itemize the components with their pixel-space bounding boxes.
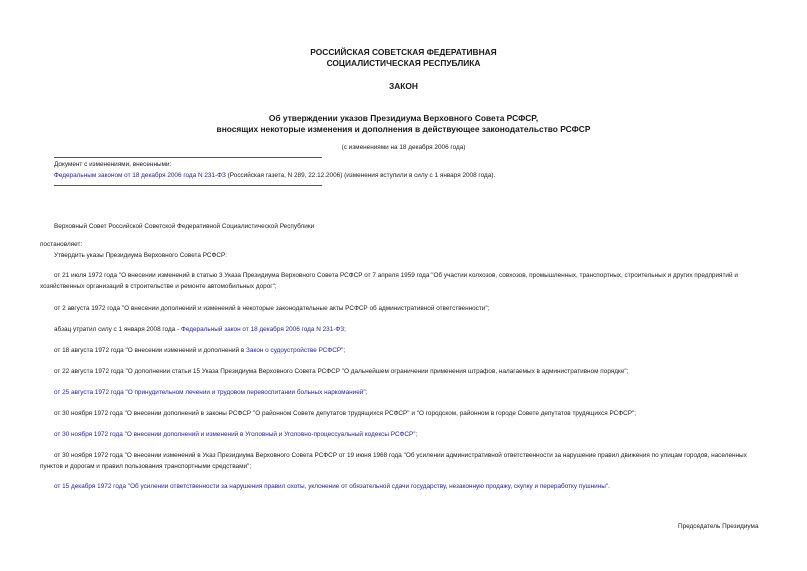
decree-item-8-link[interactable]: от 30 ноября 1972 года "О внесении дополнений и изменений в Уголовный и Уголовно-процессуальный кодексы РСФСР"; xyxy=(54,431,418,438)
document-type: ЗАКОН xyxy=(389,81,418,91)
header-republic-line2: СОЦИАЛИСТИЧЕСКАЯ РЕСПУБЛИКА xyxy=(326,58,481,68)
divider-top xyxy=(54,157,322,158)
decree-item-3-text: абзац утратил силу с 1 января 2008 года - xyxy=(54,326,181,333)
document-title-line1: Об утверждении указов Президиума Верховного Совета РСФСР, xyxy=(268,113,539,123)
changes-intro: Документ с изменениями, внесенными: xyxy=(54,161,172,168)
decree-item-4-text: от 18 августа 1972 года "О внесении изменений и дополнений в xyxy=(54,347,247,354)
header-republic-line1: РОССИЙСКАЯ СОВЕТСКАЯ ФЕДЕРАТИВНАЯ xyxy=(310,47,497,57)
approve-decrees: Утвердить указы Президиума Верховного Совета РСФСР: xyxy=(54,252,227,259)
issuer: Верховный Совет Российской Советской Федеративной Социалистической Республики xyxy=(54,223,315,230)
changes-law-link[interactable]: Федеральным законом от 18 декабря 2006 года N 231-ФЗ xyxy=(54,172,226,179)
changes-line xyxy=(54,170,495,181)
changes-rest: (Российская газета, N 289, 22.12.2006) (изменения вступили в силу с 1 января 2008 года). xyxy=(225,172,496,179)
decree-item-7: от 30 ноября 1972 года "О внесении дополнений в законы РСФСР "О районном Совете депутатов трудящихся РСФСР" и "О городском, районном в городе Совете депутатов трудящихся РСФСР"; xyxy=(54,410,637,417)
decree-item-3-link[interactable]: Федеральный закон от 18 декабря 2006 года N 231-ФЗ xyxy=(181,326,345,333)
decree-item-5: от 22 августа 1972 года "О дополнении статьи 15 Указа Президиума Верховного Совета РСФСР "О дальнейшем ограничении применения штрафов, налагаемых в административном порядке"; xyxy=(54,368,629,375)
decree-item-9: от 30 ноября 1972 года "О внесении изменений в Указ Президиума Верховного Совета РСФСР от 19 июня 1968 года "Об усилении административной ответственности за нарушение правил движения по улицам городов, населенных пунктов и дорогам и правил пользования транспортными средствами"; xyxy=(40,452,747,470)
decree-item-4-link[interactable]: Закон о судоустройстве РСФСР xyxy=(246,347,342,354)
decree-item-3-end: ; xyxy=(344,326,346,333)
decree-item-6-link[interactable]: от 25 августа 1972 года "О принудительном лечении и трудовом перевоспитании больных наркоманией"; xyxy=(54,389,368,396)
resolves: постановляет: xyxy=(40,241,83,248)
document-title-line2: вносящих некоторые изменения и дополнения в действующее законодательство РСФСР xyxy=(216,124,591,134)
decree-item-10-link[interactable]: от 15 декабря 1972 года "Об усилении ответственности за нарушения правил охоты, уклонение от обязательной сдачи государству, незаконную продажу, скупку и переработку пушнины". xyxy=(54,483,610,490)
divider-bottom xyxy=(54,185,322,186)
signature-title: Председатель Президиума xyxy=(678,523,759,530)
decree-item-4-end: "; xyxy=(341,347,346,354)
edition-note: (с изменениями на 18 декабря 2006 года) xyxy=(341,144,466,151)
decree-item-1: от 21 июля 1972 года "О внесении изменений в статью 3 Указа Президиума Верховного Совета РСФСР от 7 апреля 1959 года "Об участии колхозов, совхозов, промышленных, транспортных, строительных и других предприятий и хозяйственных организаций в строительстве и ремонте автомобильных дорог"; xyxy=(40,272,738,290)
decree-item-2: от 2 августа 1972 года "О внесении дополнений и изменений в некоторые законодательные акты РСФСР об административной ответственности"; xyxy=(54,305,490,312)
decree-item-4 xyxy=(54,345,345,356)
decree-item-3 xyxy=(54,324,346,335)
